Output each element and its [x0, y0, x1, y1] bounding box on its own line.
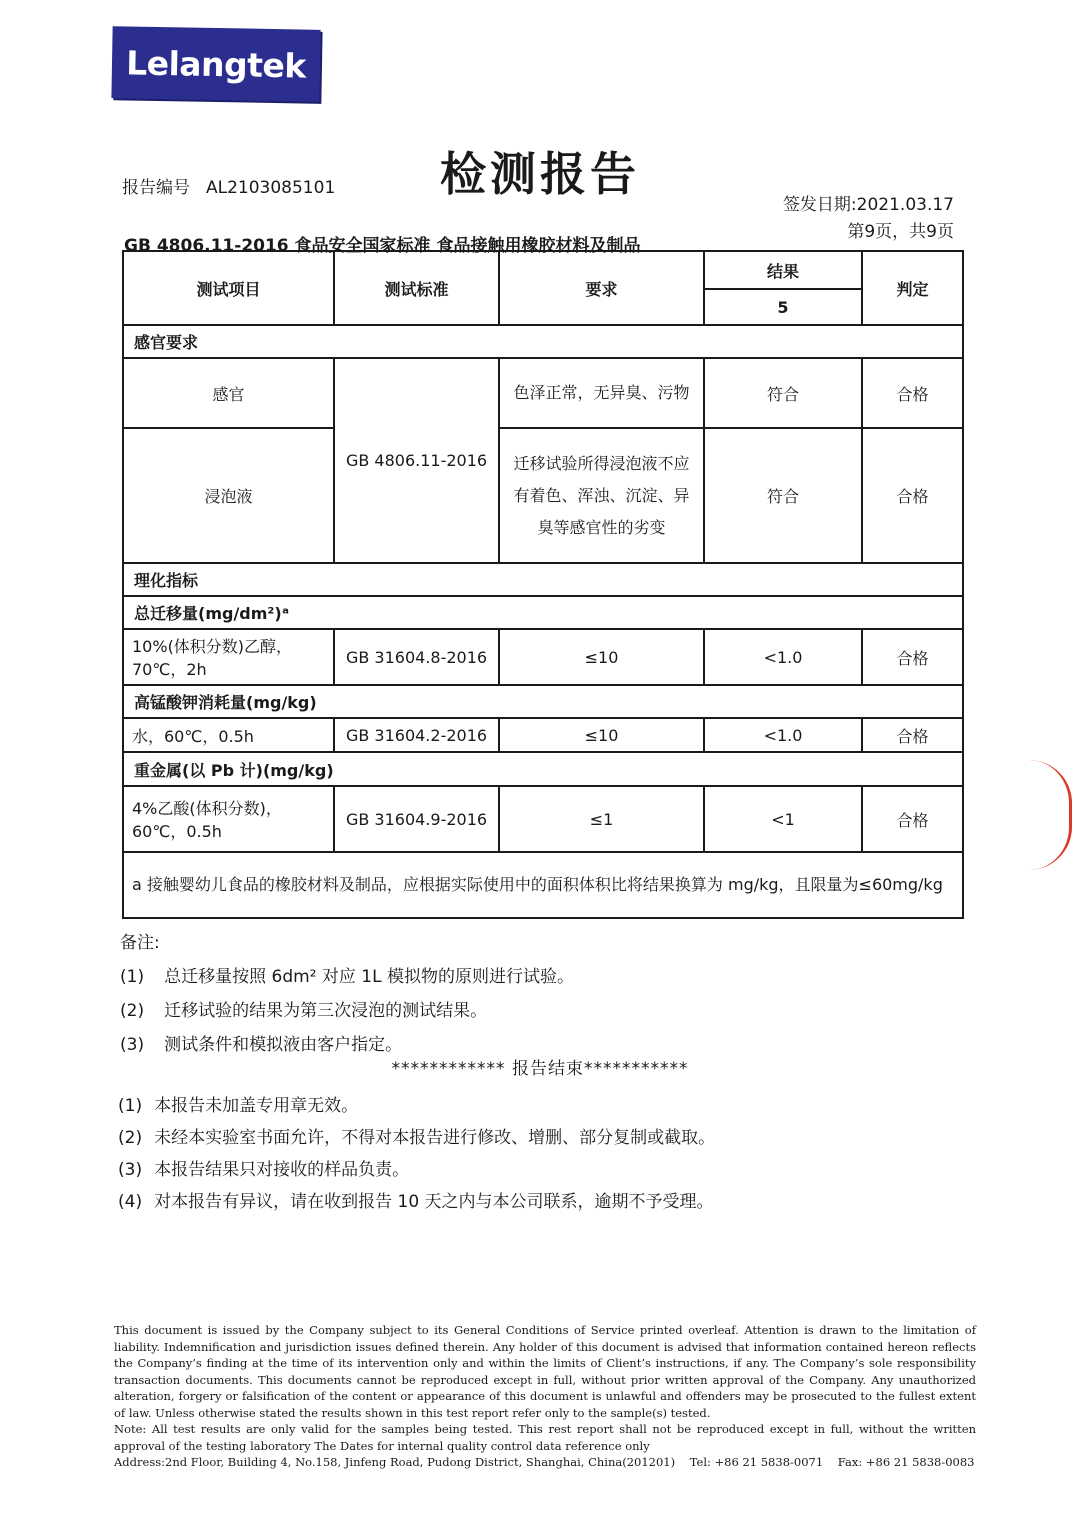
soak-result: 符合	[704, 428, 862, 563]
header-judgement: 判定	[862, 251, 963, 325]
report-end-marker: ************ 报告结束***********	[391, 1059, 689, 1079]
report-number-value: AL2103085101	[206, 178, 336, 198]
sensory-result: 符合	[704, 358, 862, 428]
remarks	[120, 926, 574, 1062]
soak-item: 浸泡液	[123, 428, 334, 563]
disclaimer-note: Note: All test results are only valid for the samples being tested. This rest report shall not be reproduced except in full, without the written approval of the testing laboratory The Dates for internal quality control data reference only	[114, 1422, 976, 1453]
total-migration-standard: GB 31604.8-2016	[334, 629, 499, 685]
section-kmno4: 高锰酸钾消耗量(mg/kg)	[123, 685, 963, 718]
disclaimer-paragraph: This document is issued by the Company subject to its General Conditions of Service printed overleaf. Attention is drawn to the limitation of liability. Indemnification and jurisdiction issues defined therein. Any holder of this document is advised that information contained hereon reflects the Company’s finding at the time of its intervention only and within the limits of Client’s instructions, if any. The Company’s sole responsibility transaction documents. This documents cannot be reproduced except in full, without prior written approval of the Company. Any unauthorized alteration, forgery or falsification of the content or appearance of this document is unlawful and offenders may be prosecuted to the fullest extent of law. Unless otherwise stated the results shown in this test report refer only to the sample(s) tested.	[114, 1323, 976, 1420]
total-migration-requirement: ≤10	[499, 629, 704, 685]
address-line	[114, 1454, 976, 1471]
total-migration-result: <1.0	[704, 629, 862, 685]
remark-item: (3) 测试条件和模拟液由客户指定。	[120, 1035, 403, 1055]
page-info: 第9页，共9页	[847, 222, 954, 242]
sensory-item: 感官	[123, 358, 334, 428]
remark-item: (2) 迁移试验的结果为第三次浸泡的测试结果。	[120, 1001, 488, 1021]
statement-item: (4) 对本报告有异议，请在收到报告 10 天之内与本公司联系，逾期不予受理。	[118, 1192, 714, 1212]
header-result-sample: 5	[704, 289, 862, 325]
table-footnote: a 接触婴幼儿食品的橡胶材料及制品，应根据实际使用中的面积体积比将结果换算为 mg/kg，且限量为≤60mg/kg	[123, 852, 963, 918]
page-title: 检测报告	[440, 147, 640, 201]
sensory-requirement: 色泽正常，无异臭、污物	[499, 358, 704, 428]
sensory-judgement: 合格	[862, 358, 963, 428]
statement-item: (1) 本报告未加盖专用章无效。	[118, 1096, 359, 1116]
header-requirement: 要求	[499, 251, 704, 325]
header-item: 测试项目	[123, 251, 334, 325]
kmno4-standard: GB 31604.2-2016	[334, 718, 499, 752]
heavy-metal-judgement: 合格	[862, 786, 963, 852]
issue-info	[783, 192, 954, 246]
seal-edge-mark	[1029, 760, 1072, 870]
section-heavy-metal: 重金属(以 Pb 计)(mg/kg)	[123, 752, 963, 786]
fax: Fax: +86 21 5838-0083	[837, 1455, 975, 1469]
kmno4-item: 水，60℃，0.5h	[123, 718, 334, 752]
total-migration-judgement: 合格	[862, 629, 963, 685]
sensory-standard: GB 4806.11-2016	[334, 358, 499, 563]
section-physchem: 理化指标	[123, 563, 963, 596]
section-sensory: 感官要求	[123, 325, 963, 358]
legal-disclaimer	[114, 1322, 976, 1471]
heavy-metal-standard: GB 31604.9-2016	[334, 786, 499, 852]
header-standard: 测试标准	[334, 251, 499, 325]
kmno4-requirement: ≤10	[499, 718, 704, 752]
statement-item: (3) 本报告结果只对接收的样品负责。	[118, 1160, 410, 1180]
soak-requirement: 迁移试验所得浸泡液不应有着色、浑浊、沉淀、异臭等感官性的劣变	[499, 428, 704, 563]
kmno4-judgement: 合格	[862, 718, 963, 752]
logo-main-text: Lelang	[125, 42, 248, 85]
issue-date: 签发日期:2021.03.17	[782, 195, 954, 215]
standard-line: GB 4806.11-2016 食品安全国家标准 食品接触用橡胶材料及制品	[124, 236, 641, 256]
report-number-label: 报告编号	[122, 178, 190, 198]
heavy-metal-item: 4%乙酸(体积分数)，60℃，0.5h	[123, 786, 334, 852]
statements	[118, 1090, 715, 1218]
soak-judgement: 合格	[862, 428, 963, 563]
heavy-metal-requirement: ≤1	[499, 786, 704, 852]
report-number	[122, 173, 335, 198]
results-table	[122, 250, 964, 919]
remark-item: (1) 总迁移量按照 6dm² 对应 1L 模拟物的原则进行试验。	[120, 967, 574, 987]
kmno4-result: <1.0	[704, 718, 862, 752]
total-migration-item: 10%(体积分数)乙醇，70℃，2h	[123, 629, 334, 685]
address: Address:2nd Floor, Building 4, No.158, Jinfeng Road, Pudong District, Shanghai, China(201201)	[114, 1455, 676, 1469]
company-logo	[111, 26, 320, 102]
section-total-migration: 总迁移量(mg/dm²)ᵃ	[123, 596, 963, 629]
heavy-metal-result: <1	[704, 786, 862, 852]
logo-accent-text: tek	[246, 45, 307, 86]
telephone: Tel: +86 21 5838-0071	[689, 1455, 824, 1469]
remarks-label: 备注:	[120, 933, 160, 953]
statement-item: (2) 未经本实验室书面允许，不得对本报告进行修改、增删、部分复制或截取。	[118, 1128, 716, 1148]
header-result: 结果	[704, 251, 862, 289]
